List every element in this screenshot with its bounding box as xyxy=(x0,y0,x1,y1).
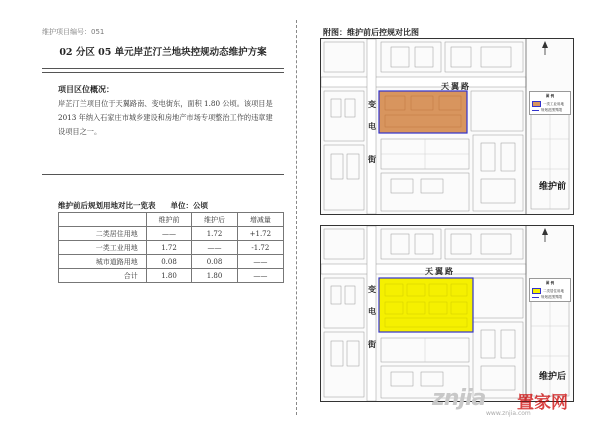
table-cell: 1.80 xyxy=(192,269,238,283)
table-cell: —— xyxy=(146,227,192,241)
table-row xyxy=(59,241,284,255)
road-label-tianyi-after: 天翼路 xyxy=(425,266,455,276)
watermark-brand: znjia xyxy=(432,386,486,411)
road-label-char: 变 xyxy=(368,99,376,109)
table-caption: 维护前后规划用地对比一览表 单位：公顷 xyxy=(58,201,208,210)
road-label-char: 电 xyxy=(368,306,376,316)
legend-item-label: 二类居住用地 xyxy=(543,288,564,293)
road-label-char: 街 xyxy=(368,339,376,349)
legend-swatch xyxy=(532,288,541,294)
panel-label-before: 维护前 xyxy=(539,182,567,192)
road-label-char: 电 xyxy=(368,121,376,131)
legend-swatch xyxy=(532,110,539,111)
table-cell: 1.72 xyxy=(192,227,238,241)
table-cell: -1.72 xyxy=(237,241,283,255)
table-cell: 0.08 xyxy=(192,255,238,269)
table-row xyxy=(59,227,284,241)
road-label-biandian-after xyxy=(367,284,377,350)
legend-item xyxy=(532,295,568,300)
legend-item-label: 一类工业用地 xyxy=(543,101,564,106)
legend-swatch xyxy=(532,101,541,107)
zoning-map-before xyxy=(321,39,573,214)
table-cell: —— xyxy=(237,269,283,283)
table-cell: —— xyxy=(192,241,238,255)
watermark-url: www.znjia.com xyxy=(486,410,531,417)
zoning-map-after xyxy=(321,226,573,401)
paragraph-rule xyxy=(42,174,284,175)
table-cell: —— xyxy=(237,255,283,269)
legend-item-label: 规划范围界限 xyxy=(541,108,562,112)
table-cell: 城市道路用地 xyxy=(59,255,147,269)
legend-item-label: 规划范围界限 xyxy=(541,295,562,299)
map-panel-after xyxy=(320,225,574,402)
legend-item xyxy=(532,288,568,294)
page-divider xyxy=(296,20,297,415)
table-cell: +1.72 xyxy=(237,227,283,241)
legend-before xyxy=(529,91,571,115)
map-panel-before xyxy=(320,38,574,215)
legend-item xyxy=(532,108,568,113)
panel-label-after: 维护后 xyxy=(539,372,567,382)
section-heading: 项目区位概况： xyxy=(58,84,114,94)
road-label-char: 变 xyxy=(368,284,376,294)
table-header-cell: 增减量 xyxy=(237,213,283,227)
project-id: 维护项目编号：051 xyxy=(42,28,105,36)
document-title: 02 分区 05 单元岸芷汀兰地块控规动态维护方案 xyxy=(59,47,267,58)
table-row xyxy=(59,255,284,269)
table-cell: 0.08 xyxy=(146,255,192,269)
table-header-cell: 维护后 xyxy=(192,213,238,227)
table-header-row xyxy=(59,213,284,227)
table-row xyxy=(59,269,284,283)
road-label-char: 街 xyxy=(368,154,376,164)
figure-caption: 附图：维护前后控规对比图 xyxy=(323,27,419,37)
table-cell: 1.80 xyxy=(146,269,192,283)
plot-residential xyxy=(379,278,473,332)
title-rule-bottom xyxy=(42,72,284,73)
road-label-tianyi-before: 天翼路 xyxy=(441,81,471,91)
road-label-biandian-before xyxy=(367,99,377,165)
table-cell: 一类工业用地 xyxy=(59,241,147,255)
land-use-table xyxy=(58,212,284,283)
table-cell: 合计 xyxy=(59,269,147,283)
legend-swatch xyxy=(532,297,539,298)
watermark-brand-cn: 置家网 xyxy=(517,393,568,413)
table-header-cell: 维护前 xyxy=(146,213,192,227)
table-cell: 1.72 xyxy=(146,241,192,255)
location-paragraph: 岸芷汀兰项目位于天翼路南、变电街东，面积 1.80 公顷。该项目是 2013 年纳入石家庄市城乡建设和房地产市场专项整治工作的违章建设项目之一。 xyxy=(58,99,273,136)
legend-title: 图 例 xyxy=(545,281,555,285)
plot-industrial xyxy=(379,91,467,133)
title-rule-top xyxy=(42,68,284,69)
table-header-cell xyxy=(59,213,147,227)
legend-item xyxy=(532,101,568,107)
table-cell: 二类居住用地 xyxy=(59,227,147,241)
legend-title: 图 例 xyxy=(545,94,555,98)
legend-after xyxy=(529,278,571,302)
